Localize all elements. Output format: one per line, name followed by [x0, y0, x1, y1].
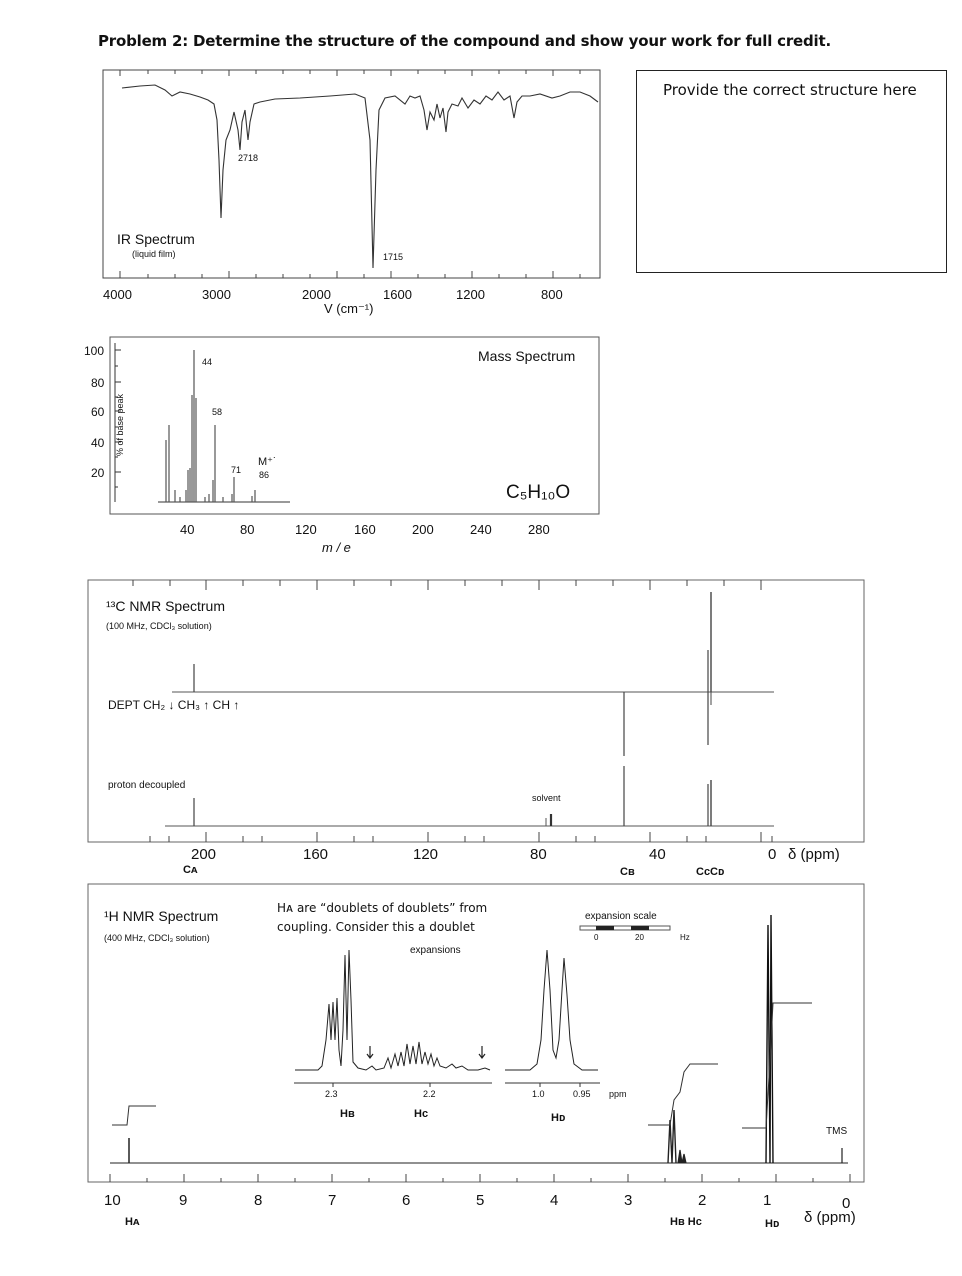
ir-top-ticks — [120, 70, 580, 76]
h1-note-line1: Hᴀ are “doublets of doublets” from — [277, 901, 488, 915]
h1-expansion-scale-label: expansion scale — [585, 911, 657, 922]
ms-peaks — [166, 350, 255, 502]
h1-integral-hd — [742, 1003, 812, 1128]
h1-peak-hc — [678, 1150, 686, 1163]
ms-xtick-160: 160 — [354, 522, 376, 537]
c13-dept-legend: DEPT CH₂ ↓ CH₃ ↑ CH ↑ — [108, 698, 240, 712]
ms-ytick-20: 20 — [91, 466, 105, 480]
ms-formula: C₅H₁₀O — [506, 482, 571, 503]
ir-tick-2000: 2000 — [302, 287, 331, 302]
h1-exp-label-hd: Hᴅ — [551, 1112, 566, 1124]
h1-axis-unit: δ (ppm) — [804, 1209, 856, 1226]
h1-expansion-scale-hz: Hz — [680, 933, 690, 942]
ms-xtick-280: 280 — [528, 522, 550, 537]
h1-tick-4: 4 — [550, 1192, 559, 1209]
ir-title: IR Spectrum — [117, 231, 195, 247]
ms-peak-label-71: 71 — [231, 465, 242, 475]
h1-tick-10: 10 — [104, 1192, 121, 1209]
h1-expansion-scale-20: 20 — [635, 933, 644, 942]
h1-exp-tick-23: 2.3 — [325, 1089, 338, 1099]
ms-ytick-80: 80 — [91, 376, 105, 390]
ms-xtick-40: 40 — [180, 522, 195, 537]
h1-tick-6: 6 — [402, 1192, 411, 1209]
h1-tick-9: 9 — [179, 1192, 188, 1209]
h1-frame — [88, 884, 864, 1182]
ir-tick-1600: 1600 — [383, 287, 412, 302]
ir-tick-1200: 1200 — [456, 287, 485, 302]
expansion-scale-seg-2 — [631, 926, 649, 930]
c13-title: ¹³C NMR Spectrum — [106, 598, 226, 614]
expansion-hb-hc-trace — [295, 950, 490, 1070]
ir-tick-3000: 3000 — [202, 287, 231, 302]
ms-title: Mass Spectrum — [478, 348, 576, 364]
c13-axis-unit: δ (ppm) — [788, 846, 840, 863]
h1-tick-3: 3 — [624, 1192, 633, 1209]
h1-peak-hb — [668, 1110, 676, 1163]
ms-xtick-120: 120 — [295, 522, 317, 537]
h1-tick-0: 0 — [842, 1195, 851, 1212]
h1-label-hd: Hᴅ — [765, 1218, 780, 1230]
ms-x-label: m / e — [322, 540, 351, 555]
h1-label-hbhc: Hʙ Hᴄ — [670, 1216, 702, 1228]
h1-exp-tick-22: 2.2 — [423, 1089, 436, 1099]
problem-title: Problem 2: Determine the structure of the compound and show your work for full credit. — [98, 32, 831, 50]
h1-label-ha: Hᴀ — [125, 1216, 140, 1228]
h1-exp-label-hb: Hʙ — [340, 1108, 355, 1120]
ir-subtitle: (liquid film) — [132, 249, 176, 259]
h1-tick-8: 8 — [254, 1192, 263, 1209]
h1-tick-5: 5 — [476, 1192, 485, 1209]
c13-subtitle: (100 MHz, CDCl₃ solution) — [106, 621, 212, 631]
h1-exp-tick-095: 0.95 — [573, 1089, 591, 1099]
expansion-scale-seg-1 — [596, 926, 614, 930]
c13-label-cb: Cʙ — [620, 866, 635, 878]
ir-tick-800: 800 — [541, 287, 563, 302]
c13-bottom-ticks — [150, 832, 772, 842]
h1-exp-label-hc: Hᴄ — [414, 1108, 429, 1120]
h1-tick-7: 7 — [328, 1192, 337, 1209]
ms-xtick-200: 200 — [412, 522, 434, 537]
c13-tick-200: 200 — [191, 846, 217, 863]
h1-tick-1: 1 — [763, 1192, 772, 1209]
ir-peak-label-1715: 1715 — [383, 252, 404, 262]
answer-box-label: Provide the correct structure here — [663, 81, 917, 99]
expansion-arrow-left — [367, 1046, 373, 1058]
ir-x-label: V (cm⁻¹) — [324, 301, 374, 316]
ms-ytick-100: 100 — [84, 344, 105, 358]
c13-tick-160: 160 — [303, 846, 329, 863]
h1-nmr-spectrum — [88, 884, 864, 1182]
c13-tick-0: 0 — [768, 846, 777, 863]
ms-peak-label-86: 86 — [259, 470, 270, 480]
h1-note-line2: coupling. Consider this a doublet — [277, 920, 475, 934]
h1-peak-hd — [766, 915, 773, 1163]
h1-exp-unit: ppm — [609, 1089, 627, 1099]
h1-expansion-scale-0: 0 — [594, 933, 599, 942]
c13-label-cccd: CᴄCᴅ — [696, 866, 725, 878]
c13-tick-80: 80 — [530, 846, 547, 863]
ir-peak-label-2718: 2718 — [238, 153, 259, 163]
h1-exp-tick-10: 1.0 — [532, 1089, 545, 1099]
ms-peak-label-44: 44 — [202, 357, 213, 367]
h1-subtitle: (400 MHz, CDCl₃ solution) — [104, 933, 210, 943]
ms-xtick-240: 240 — [470, 522, 492, 537]
ms-peak-label-58: 58 — [212, 407, 223, 417]
c13-tick-120: 120 — [413, 846, 439, 863]
c13-top-ticks — [133, 580, 761, 590]
ir-tick-4000: 4000 — [103, 287, 132, 302]
ms-y-label: % of base peak — [115, 393, 125, 457]
c13-decoupled-label: proton decoupled — [108, 780, 186, 791]
expansion-arrow-right — [479, 1046, 485, 1058]
ms-ytick-40: 40 — [91, 436, 105, 450]
h1-integral-ha — [112, 1106, 156, 1125]
c13-solvent-label: solvent — [532, 793, 561, 803]
c13-label-ca: Cᴀ — [183, 864, 198, 876]
h1-tms-label: TMS — [826, 1126, 848, 1137]
expansion-scale-bar — [580, 926, 670, 930]
ir-bottom-ticks — [120, 271, 580, 278]
c13-tick-40: 40 — [649, 846, 666, 863]
h1-bottom-ticks — [110, 1174, 850, 1182]
expansion-hd-trace — [505, 950, 598, 1070]
h1-tick-2: 2 — [698, 1192, 707, 1209]
ms-xtick-80: 80 — [240, 522, 255, 537]
h1-integral-hbhc — [648, 1064, 718, 1125]
h1-expansions-label: expansions — [410, 945, 461, 956]
ms-ytick-60: 60 — [91, 405, 105, 419]
ms-molecular-ion: M⁺˙ — [258, 456, 277, 468]
h1-title: ¹H NMR Spectrum — [104, 908, 219, 924]
